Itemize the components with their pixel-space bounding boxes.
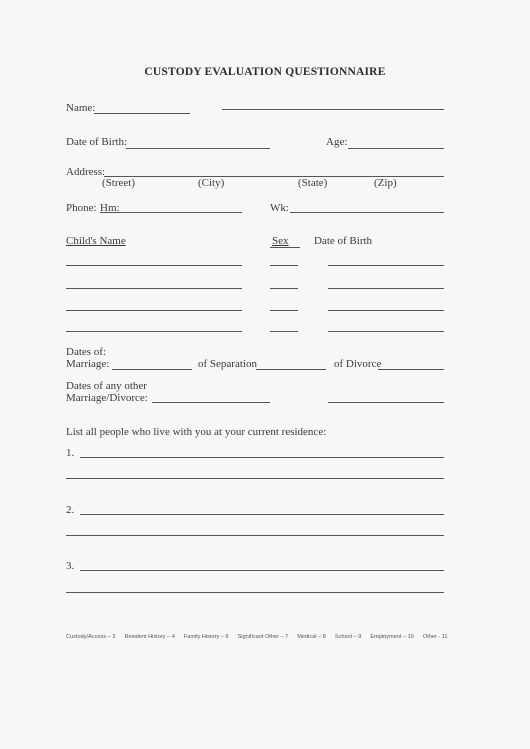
footer-item: School – 9 — [334, 634, 362, 640]
zip-caption: (Zip) — [374, 177, 397, 189]
child-dob-field[interactable] — [328, 310, 444, 311]
person-field-continued[interactable] — [66, 478, 444, 479]
age-label: Age: — [326, 136, 348, 148]
child-dob-field[interactable] — [328, 288, 444, 289]
child-name-field[interactable] — [66, 265, 242, 266]
age-field[interactable] — [348, 148, 444, 149]
footer-item: Resident History – 4 — [124, 634, 175, 640]
dob-field[interactable] — [126, 148, 270, 149]
footer-item: Medical – 8 — [297, 634, 326, 640]
work-phone-field[interactable] — [290, 212, 444, 213]
other-marriage-label-2: Marriage/Divorce: — [66, 392, 148, 404]
address-label: Address: — [66, 166, 106, 178]
divorce-label: of Divorce — [334, 358, 382, 370]
marriage-date-field[interactable] — [112, 369, 192, 370]
phone-label: Phone: — [66, 202, 97, 214]
child-name-header: Child's Name — [66, 235, 126, 247]
section-page-index — [66, 634, 448, 640]
dates-of-label: Dates of: — [66, 346, 107, 358]
child-dob-header: Date of Birth — [314, 235, 373, 247]
footer-item: Custody/Access – 2 — [66, 634, 116, 640]
home-phone-field[interactable] — [100, 212, 242, 213]
home-phone-label: Hm: — [100, 202, 120, 214]
person-field[interactable] — [80, 514, 444, 515]
footer-item: Employment – 10 — [370, 634, 414, 640]
work-phone-label: Wk: — [270, 202, 289, 214]
state-caption: (State) — [298, 177, 328, 189]
person-field[interactable] — [80, 457, 444, 458]
child-sex-field[interactable] — [270, 288, 298, 289]
footer-item: Significant Other – 7 — [237, 634, 289, 640]
person-field[interactable] — [80, 570, 444, 571]
list-item-number: 3. — [66, 560, 75, 572]
dob-label: Date of Birth: — [66, 136, 128, 148]
child-name-field[interactable] — [66, 310, 242, 311]
sex-header: Sex — [272, 235, 289, 247]
footer-item: Family History – 6 — [183, 634, 229, 640]
list-item-number: 1. — [66, 447, 75, 459]
city-caption: (City) — [198, 177, 225, 189]
separation-date-field[interactable] — [256, 369, 326, 370]
name-field[interactable] — [94, 113, 190, 114]
name-field-extra[interactable] — [222, 109, 444, 110]
person-field-continued[interactable] — [66, 592, 444, 593]
other-divorce-field[interactable] — [328, 402, 444, 403]
footer-item: Other - 11 — [422, 634, 448, 640]
marriage-label: Marriage: — [66, 358, 110, 370]
other-marriage-field[interactable] — [152, 402, 270, 403]
separation-label: of Separation — [198, 358, 257, 370]
person-field-continued[interactable] — [66, 535, 444, 536]
list-item-number: 2. — [66, 504, 75, 516]
other-marriage-label-1: Dates of any other — [66, 380, 147, 392]
child-dob-field[interactable] — [328, 331, 444, 332]
name-label: Name: — [66, 102, 96, 114]
divorce-date-field[interactable] — [378, 369, 444, 370]
child-sex-field[interactable] — [270, 331, 298, 332]
child-name-field[interactable] — [66, 331, 242, 332]
sex-header-underline — [270, 247, 300, 248]
child-sex-field[interactable] — [270, 265, 298, 266]
child-sex-field[interactable] — [270, 310, 298, 311]
child-name-field[interactable] — [66, 288, 242, 289]
street-caption: (Street) — [102, 177, 135, 189]
people-prompt: List all people who live with you at your current residence: — [66, 426, 327, 438]
page-title: CUSTODY EVALUATION QUESTIONNAIRE — [144, 66, 386, 78]
child-dob-field[interactable] — [328, 265, 444, 266]
